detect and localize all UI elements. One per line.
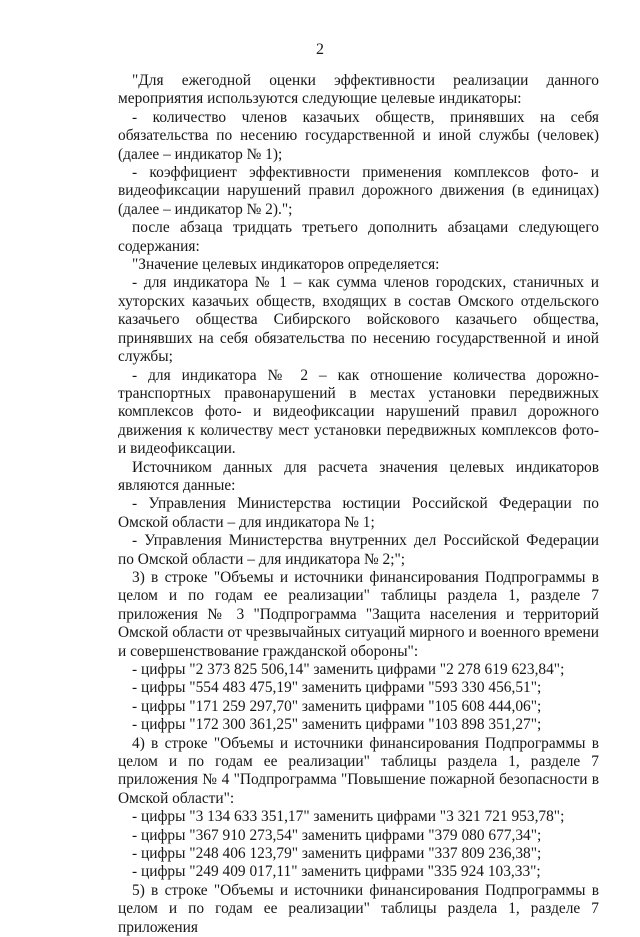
paragraph-item-4-figure-3: - цифры "248 406 123,79" заменить цифрами "337 809 236,38"; (132, 845, 542, 863)
paragraph-source-justice: - Управления Министерства юстиции Российской Федерации по Омской области – для индикатора № 1; (118, 495, 599, 531)
paragraph-indicators-intro: "Для ежегодной оценки эффективности реализации данного мероприятия используются следующие целевые индикаторы: (118, 72, 599, 108)
paragraph-indicator-1-calculation: - для индикатора № 1 – как сумма членов городских, станичных и хуторских казачьих обществ, входящих в состав Омского отдельского казачьего общества Сибирского войскового казачьего общества, принявших на себя обязательства по несению государственной и иной службы; (118, 274, 599, 366)
paragraph-item-3-figure-4: - цифры "172 300 361,25" заменить цифрами "103 898 351,27"; (132, 716, 542, 734)
paragraph-item-3-figure-2: - цифры "554 483 475,19" заменить цифрами "593 330 456,51"; (132, 679, 542, 697)
paragraph-item-3-figure-1: - цифры "2 373 825 506,14" заменить цифрами "2 278 619 623,84"; (132, 661, 565, 678)
paragraph-item-3-figure-3: - цифры "171 259 297,70" заменить цифрами "105 608 444,06"; (132, 697, 542, 715)
paragraph-item-4-figure-2: - цифры "367 910 273,54" заменить цифрами "379 080 677,34"; (132, 826, 542, 844)
paragraph-item-4: 4) в строке "Объемы и источники финансирования Подпрограммы в целом и по годам ее реализации" таблицы раздела 1, разделе 7 приложения № 4 "Подпрограмма "Повышение пожарной безопасности в Омской области": (118, 734, 599, 807)
document-body (118, 72, 599, 937)
paragraph-data-sources: Источником данных для расчета значения целевых индикаторов являются данные: (118, 458, 599, 494)
paragraph-indicator-1-definition: - количество членов казачьих обществ, принявших на себя обязательства по несению государственной и иной службы (человек) (далее – индикатор № 1); (118, 108, 599, 163)
paragraph-item-5: 5) в строке "Объемы и источники финансирования Подпрограммы в целом и по годам ее реализации" таблицы раздела 1, разделе 7 приложения (118, 881, 599, 936)
paragraph-item-3: 3) в строке "Объемы и источники финансирования Подпрограммы в целом и по годам ее реализации" таблицы раздела 1, разделе 7 приложения № 3 "Подпрограмма "Защита населения и территорий Омской области от чрезвычайных ситуаций мирного и военного времени и совершенствование гражданской обороны": (118, 568, 599, 660)
page-number: 2 (316, 41, 324, 58)
paragraph-insert-after-33: после абзаца тридцать третьего дополнить абзацами следующего содержания: (118, 219, 599, 255)
paragraph-source-interior: - Управления Министерства внутренних дел Российской Федерации по Омской области – для индикатора № 2;"; (118, 532, 599, 568)
paragraph-indicator-2-calculation: - для индикатора № 2 – как отношение количества дорожно-транспортных правонарушений в местах установки передвижных комплексов фото- и видеофиксации нарушений правил дорожного движения к количеству мест установки передвижных комплексов фото- и видеофиксации. (118, 366, 599, 458)
paragraph-item-4-figure-4: - цифры "249 409 017,11" заменить цифрами "335 924 103,33"; (132, 863, 541, 881)
paragraph-indicator-values-intro: "Значение целевых индикаторов определяется: (132, 256, 440, 274)
paragraph-item-4-figure-1: - цифры "3 134 633 351,17" заменить цифрами "3 321 721 953,78"; (132, 808, 565, 826)
paragraph-indicator-2-definition: - коэффициент эффективности применения комплексов фото- и видеофиксации нарушений правил дорожного движения (в единицах) (далее – индикатор № 2)."; (118, 164, 599, 218)
